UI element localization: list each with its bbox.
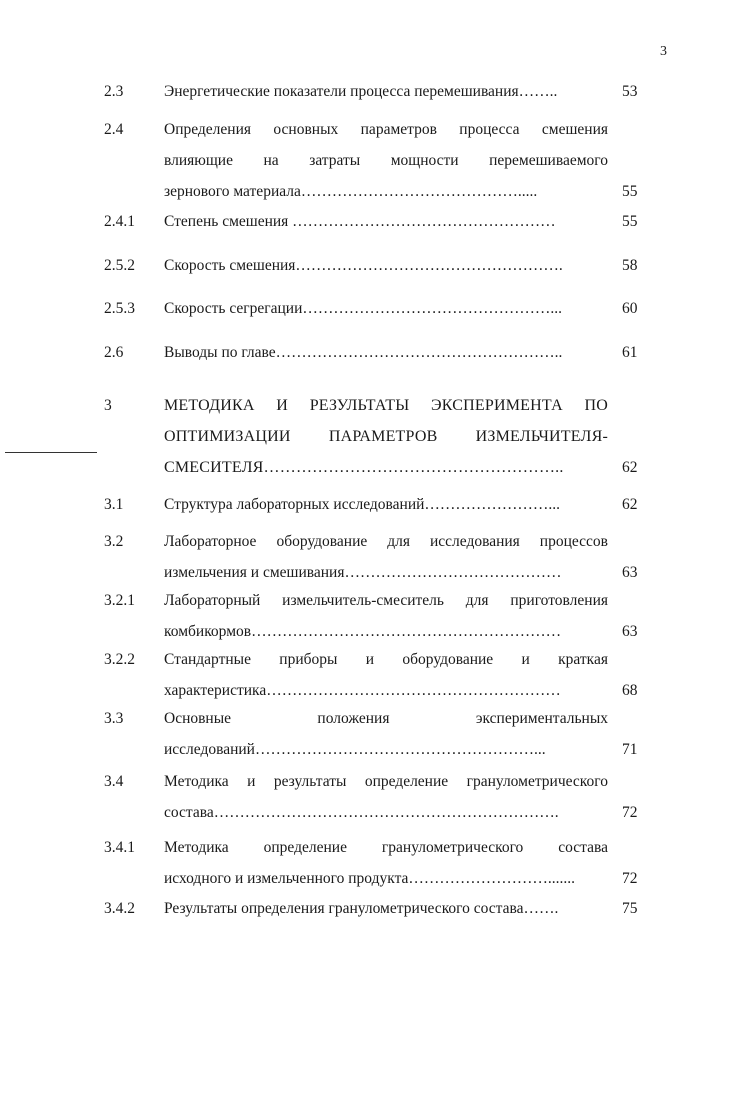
toc-entry-number: 3.4: [104, 773, 124, 790]
toc-entry-title: [164, 832, 608, 894]
toc-entry-page: 68: [622, 682, 638, 699]
toc-entry-title-line: Определения основных параметров процесса смешения: [164, 121, 608, 138]
toc-entry-number: 3.4.1: [104, 839, 135, 856]
toc-entry-title-line: Скорость сегрегации…………………………………………...: [164, 300, 562, 317]
toc-entry-title-line: исходного и измельченного продукта……………………….......: [164, 870, 576, 887]
toc-entry-title-line: Методика и результаты определение гранулометрического: [164, 773, 608, 790]
toc-entry-title-line: исследований………………………………………………...: [164, 741, 546, 758]
toc-entry-title-line: МЕТОДИКА И РЕЗУЛЬТАТЫ ЭКСПЕРИМЕНТА ПО: [164, 397, 608, 414]
toc-entry-number: 2.5.2: [104, 257, 135, 274]
margin-rule: [5, 452, 97, 453]
toc-entry-title-line: Структура лабораторных исследований……………………...: [164, 496, 561, 513]
toc-entry-page: 55: [622, 183, 638, 200]
toc-entry-title-line: влияющие на затраты мощности перемешиваемого: [164, 152, 608, 169]
toc-entry-page: 55: [622, 213, 638, 230]
toc-entry-page: 62: [622, 459, 638, 476]
toc-entry-number: 2.4: [104, 121, 124, 138]
toc-entry-title-line: Степень смешения ……………………………………………: [164, 213, 556, 230]
toc-entry-number: 2.4.1: [104, 213, 135, 230]
toc-entry-page: 75: [622, 900, 638, 917]
toc-entry-title: [164, 293, 608, 324]
toc-entry-title-line: измельчения и смешивания……………………………………: [164, 564, 562, 581]
toc-entry-title-line: СМЕСИТЕЛЯ………………………………………………..: [164, 459, 564, 476]
toc-entry-title-line: комбикормов……………………………………………………: [164, 623, 562, 640]
toc-entry-title: [164, 337, 608, 368]
toc-entry-title: [164, 703, 608, 765]
toc-entry-title-line: Скорость смешения…………………………………………….: [164, 257, 563, 274]
toc-entry-number: 3.2.1: [104, 592, 135, 609]
toc-entry-page: 61: [622, 344, 638, 361]
toc-entry-page: 72: [622, 804, 638, 821]
toc-entry-page: 62: [622, 496, 638, 513]
toc-entry-number: 3.1: [104, 496, 124, 513]
toc-entry-number: 2.5.3: [104, 300, 135, 317]
toc-entry-number: 2.6: [104, 344, 124, 361]
toc-entry-page: 53: [622, 83, 638, 100]
toc-entry-title-line: Основные положения экспериментальных: [164, 710, 608, 727]
toc-entry-title: [164, 489, 608, 520]
toc-entry-title-line: Энергетические показатели процесса перемешивания……..: [164, 83, 558, 100]
toc-entry-number: 3: [104, 397, 112, 414]
toc-entry-title-line: Лабораторный измельчитель-смеситель для приготовления: [164, 592, 608, 609]
toc-entry-title-line: состава………………………………………………………….: [164, 804, 559, 821]
toc-entry-title-line: Выводы по главе………………………………………………..: [164, 344, 563, 361]
toc-entry-number: 3.2.2: [104, 651, 135, 668]
toc-entry-title: [164, 766, 608, 828]
toc-entry-title: [164, 206, 608, 237]
toc-entry-number: 2.3: [104, 83, 124, 100]
toc-entry-number: 3.4.2: [104, 900, 135, 917]
toc-entry-title: [164, 585, 608, 647]
toc-entry-title-line: Методика определение гранулометрического состава: [164, 839, 608, 856]
toc-entry-page: 58: [622, 257, 638, 274]
toc-entry-title: [164, 76, 608, 107]
toc-entry-title-line: ОПТИМИЗАЦИИ ПАРАМЕТРОВ ИЗМЕЛЬЧИТЕЛЯ-: [164, 428, 608, 445]
toc-entry-title: [164, 390, 608, 483]
toc-entry-page: 72: [622, 870, 638, 887]
toc-entry-title: [164, 644, 608, 706]
toc-entry-page: 60: [622, 300, 638, 317]
toc-entry-number: 3.3: [104, 710, 124, 727]
toc-entry-title: [164, 114, 608, 207]
toc-entry-page: 63: [622, 564, 638, 581]
toc-entry-title-line: Результаты определения гранулометрического состава…….: [164, 900, 559, 917]
toc-entry-title-line: Лабораторное оборудование для исследования процессов: [164, 533, 608, 550]
toc-entry-page: 71: [622, 741, 638, 758]
toc-entry-title: [164, 250, 608, 281]
toc-entry-title-line: характеристика…………………………………………………: [164, 682, 561, 699]
toc-entry-title-line: Стандартные приборы и оборудование и краткая: [164, 651, 608, 668]
page-number: 3: [660, 44, 667, 59]
toc-entry-number: 3.2: [104, 533, 124, 550]
toc-entry-title: [164, 893, 608, 924]
toc-entry-page: 63: [622, 623, 638, 640]
toc-entry-title: [164, 526, 608, 588]
toc-entry-title-line: зернового материала…………………………………….....: [164, 183, 538, 200]
